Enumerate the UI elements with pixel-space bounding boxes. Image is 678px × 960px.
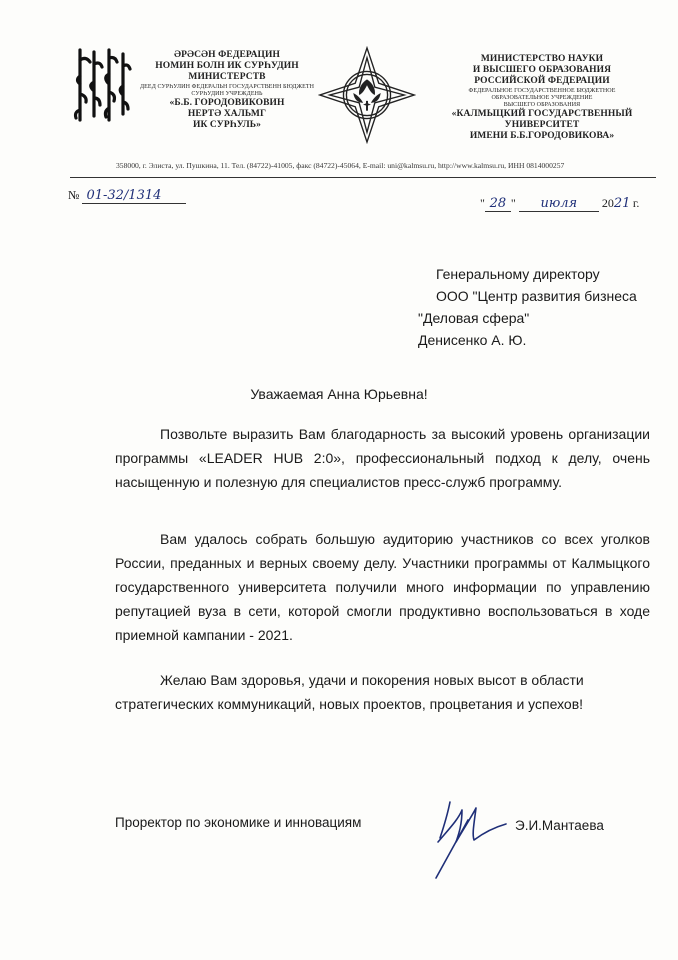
salutation: Уважаемая Анна Юрьевна! <box>250 386 428 402</box>
letterhead-right-line: РОССИЙСКОЙ ФЕДЕРАЦИИ <box>474 76 610 87</box>
addressee-line: "Деловая сфера" <box>418 310 530 326</box>
letterhead-right-small: ОБРАЗОВАТЕЛЬНОЕ УЧРЕЖДЕНИЕ <box>491 94 593 101</box>
signatory-name: Э.И.Мантаева <box>515 818 604 833</box>
letterhead-left-line: МИНИСТЕРСТВ <box>188 72 266 83</box>
letterhead-right-small: ВЫСШЕГО ОБРАЗОВАНИЯ <box>503 101 581 108</box>
letterhead-right-small: ФЕДЕРАЛЬНОЕ ГОСУДАРСТВЕННОЕ БЮДЖЕТНОЕ <box>468 87 616 94</box>
date-month: июля <box>519 196 599 212</box>
signatory-position: Проректор по экономике и инновациям <box>115 815 362 830</box>
letter-paragraph: Позвольте выразить Вам благодарность за высокий уровень организации программы «LEADER HUB 2:0», профессиональный подход к делу, очень насыщенную и полезную для специалистов пресс-служб программу. <box>115 426 650 490</box>
date-day: 28 <box>485 196 511 212</box>
letterhead-right-line: ИМЕНИ Б.Б.ГОРОДОВИКОВА» <box>469 131 615 142</box>
letterhead-left <box>138 50 316 131</box>
addressee-line: Генеральному директору <box>436 266 600 282</box>
university-emblem <box>318 46 416 144</box>
addressee-line: Денисенко А. Ю. <box>418 332 527 348</box>
letterhead-right <box>432 54 652 142</box>
letterhead-left-line: ИК СУРҺУЛЬ» <box>192 120 262 131</box>
letter-paragraph: Вам удалось собрать большую аудиторию участников со всех уголков России, преданных и верных своему делу. Участники программы от Калмыцкого государственного университета получили много информации по управлению репутацией вуза в сети, которой смогли продуктивно воспользоваться в ходе приемной кампании - 2021. <box>115 531 650 643</box>
handwritten-signature <box>428 790 518 885</box>
mongolian-script-logo <box>72 46 132 126</box>
letterhead-right-line: МИНИСТЕРСТВО НАУКИ <box>480 54 604 64</box>
letterhead-left-line: ӘРӘСӘН ФЕДЕРАЦИН <box>173 50 281 60</box>
date-year-prefix: 20 <box>601 196 614 210</box>
letterhead-right-line: И ВЫСШЕГО ОБРАЗОВАНИЯ <box>472 65 612 76</box>
letterhead-left-line: «Б.Б. ГОРОДОВИКОВИН <box>169 97 285 108</box>
number-label: № <box>68 188 80 202</box>
letterhead-left-small: ДЕЕД СУРҺУЛИН ФЕДЕРАЛЬН ГОСУДАРСТВЕНН БЮДЖЕТН СУРҺУДИН УЧРЕЖДЕНЬ <box>139 83 315 97</box>
addressee-line: ООО "Центр развития бизнеса <box>436 288 637 304</box>
registration-date: " 28 " июля 2021 г. <box>480 196 640 211</box>
date-suffix: г. <box>632 196 640 210</box>
letterhead-right-line: УНИВЕРСИТЕТ <box>504 120 580 131</box>
letterhead-left-line: НОМИН БОЛН ИК СУРҺУДИН <box>155 61 299 72</box>
registration-number <box>68 188 186 204</box>
letterhead-right-line: «КАЛМЫЦКИЙ ГОСУДАРСТВЕННЫЙ <box>451 108 633 119</box>
date-year-hand: 21 <box>613 196 631 211</box>
number-value: 01-32/1314 <box>82 188 186 204</box>
letterhead-divider <box>70 177 656 178</box>
letterhead-left-line: НЕРТӘ ХАЛЬМГ <box>187 108 267 119</box>
letter-paragraph: Желаю Вам здоровья, удачи и покорения новых высот в области стратегических коммуникаций, новых проектов, процветания и успехов! <box>115 672 584 712</box>
letterhead-address: 358000, г. Элиста, ул. Пушкина, 11. Тел. (84722)-41005, факс (84722)-45064, E-mail: uni@kalmsu.ru, http://www.kalmsu.ru, ИНН 0814000257 <box>116 161 565 170</box>
